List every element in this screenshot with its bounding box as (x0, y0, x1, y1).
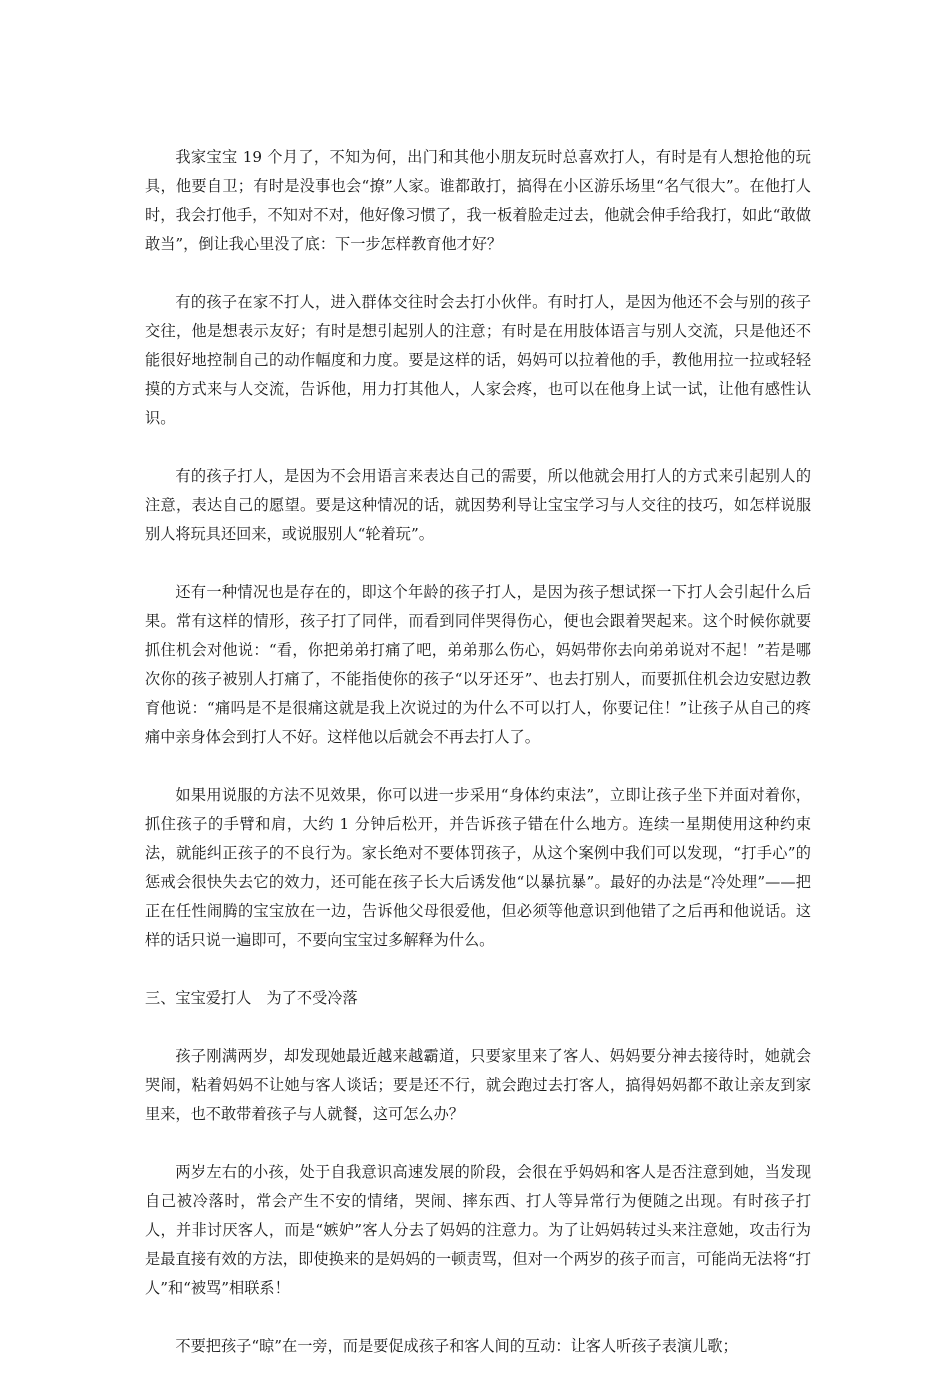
document-body (145, 143, 811, 1390)
paragraph-3: 有的孩子打人，是因为不会用语言来表达自己的需要，所以他就会用打人的方式来引起别人的注意，表达自己的愿望。要是这种情况的话，就因势利导让宝宝学习与人交往的技巧，如怎样说服别人将玩具还回来，或说服别人“轮着玩”。 (145, 467, 811, 543)
paragraph-1: 我家宝宝 19 个月了，不知为何，出门和其他小朋友玩时总喜欢打人，有时是有人想抢他的玩具，他要自卫；有时是没事也会“撩”人家。谁都敢打，搞得在小区游乐场里“名气很大”。在他打人时，我会打他手，不知对不对，他好像习惯了，我一板着脸走过去，他就会伸手给我打，如此“敢做敢当”，倒让我心里没了底：下一步怎样教育他才好？ (145, 148, 811, 253)
paragraph-6: 孩子刚满两岁，却发现她最近越来越霸道，只要家里来了客人、妈妈要分神去接待时，她就会哭闹，粘着妈妈不让她与客人谈话；要是还不行，就会跑过去打客人，搞得妈妈都不敢让亲友到家里来，也不敢带着孩子与人就餐，这可怎么办？ (145, 1047, 811, 1123)
section-heading: 三、宝宝爱打人 为了不受冷落 (145, 989, 358, 1007)
paragraph-2: 有的孩子在家不打人，进入群体交往时会去打小伙伴。有时打人，是因为他还不会与别的孩子交往，他是想表示友好；有时是想引起别人的注意；有时是在用肢体语言与别人交流，只是他还不能很好地控制自己的动作幅度和力度。要是这样的话，妈妈可以拉着他的手，教他用拉一拉或轻轻摸的方式来与人交流，告诉他，用力打其他人，人家会疼，也可以在他身上试一试，让他有感性认识。 (145, 293, 811, 427)
paragraph-8: 不要把孩子“晾”在一旁，而是要促成孩子和客人间的互动：让客人听孩子表演儿歌； (175, 1337, 738, 1355)
paragraph-7: 两岁左右的小孩，处于自我意识高速发展的阶段，会很在乎妈妈和客人是否注意到她，当发现自己被冷落时，常会产生不安的情绪，哭闹、摔东西、打人等异常行为便随之出现。有时孩子打人，并非讨厌客人，而是“嫉妒”客人分去了妈妈的注意力。为了让妈妈转过头来注意她，攻击行为是最直接有效的方法，即使换来的是妈妈的一顿责骂，但对一个两岁的孩子而言，可能尚无法将“打人”和“被骂”相联系！ (145, 1163, 811, 1297)
paragraph-5: 如果用说服的方法不见效果，你可以进一步采用“身体约束法”，立即让孩子坐下并面对着你，抓住孩子的手臂和肩，大约 1 分钟后松开，并告诉孩子错在什么地方。连续一星期使用这种约束法，就能纠正孩子的不良行为。家长绝对不要体罚孩子，从这个案例中我们可以发现，“打手心”的惩戒会很快失去它的效力，还可能在孩子长大后诱发他“以暴抗暴”。最好的办法是“冷处理”——把正在任性闹腾的宝宝放在一边，告诉他父母很爱他，但必须等他意识到他错了之后再和他说话。这样的话只说一遍即可，不要向宝宝过多解释为什么。 (145, 786, 811, 949)
paragraph-4: 还有一种情况也是存在的，即这个年龄的孩子打人，是因为孩子想试探一下打人会引起什么后果。常有这样的情形，孩子打了同伴，而看到同伴哭得伤心，便也会跟着哭起来。这个时候你就要抓住机会对他说：“看，你把弟弟打痛了吧，弟弟那么伤心，妈妈带你去向弟弟说对不起！”若是哪次你的孩子被别人打痛了，不能指使你的孩子“以牙还牙”、也去打别人，而要抓住机会边安慰边教育他说：“痛吗是不是很痛这就是我上次说过的为什么不可以打人，你要记住！”让孩子从自己的疼痛中亲身体会到打人不好。这样他以后就会不再去打人了。 (145, 583, 811, 746)
